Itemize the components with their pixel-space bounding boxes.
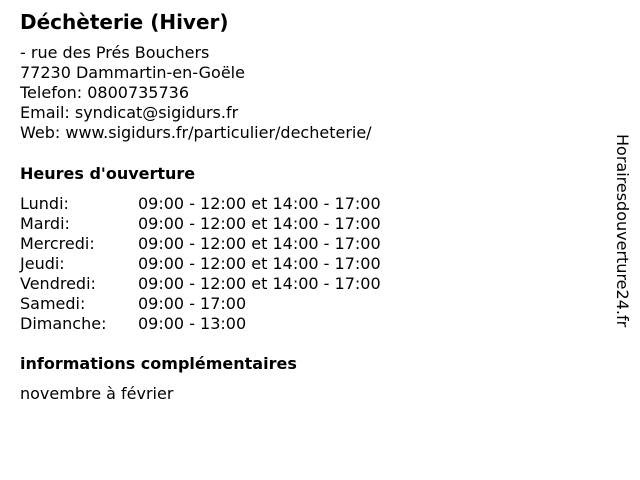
hours-row-friday — [20, 274, 440, 294]
day-label: Mercredi: — [20, 234, 95, 253]
hours-row-wednesday — [20, 234, 440, 254]
phone-number: Telefon: 0800735736 — [20, 83, 190, 102]
address-block — [20, 43, 372, 143]
hours-row-thursday — [20, 254, 440, 274]
time-range: 09:00 - 12:00 et 14:00 - 17:00 — [138, 214, 381, 233]
time-range: 09:00 - 17:00 — [138, 294, 247, 313]
time-range: 09:00 - 13:00 — [138, 314, 247, 333]
opening-hours-table — [20, 194, 440, 334]
day-label: Vendredi: — [20, 274, 96, 293]
watermark — [612, 134, 634, 370]
day-label: Dimanche: — [20, 314, 107, 333]
hours-row-tuesday — [20, 214, 440, 234]
watermark-text: Horairesdouverture24.fr — [613, 134, 632, 328]
email-address: Email: syndicat@sigidurs.fr — [20, 103, 239, 122]
additional-info-text: novembre à février — [20, 384, 174, 403]
page-title: Déchèterie (Hiver) — [20, 10, 229, 34]
time-range: 09:00 - 12:00 et 14:00 - 17:00 — [138, 274, 381, 293]
day-label: Samedi: — [20, 294, 86, 313]
time-range: 09:00 - 12:00 et 14:00 - 17:00 — [138, 254, 381, 273]
time-range: 09:00 - 12:00 et 14:00 - 17:00 — [138, 194, 381, 213]
day-label: Jeudi: — [20, 254, 65, 273]
hours-row-monday — [20, 194, 440, 214]
day-label: Lundi: — [20, 194, 69, 213]
city-address: 77230 Dammartin-en-Goële — [20, 63, 245, 82]
website-address: Web: www.sigidurs.fr/particulier/decheterie/ — [20, 123, 372, 142]
street-address: - rue des Prés Bouchers — [20, 43, 210, 62]
day-label: Mardi: — [20, 214, 70, 233]
hours-row-sunday — [20, 314, 440, 334]
hours-row-saturday — [20, 294, 440, 314]
additional-info-heading: informations complémentaires — [20, 354, 297, 373]
time-range: 09:00 - 12:00 et 14:00 - 17:00 — [138, 234, 381, 253]
opening-hours-heading: Heures d'ouverture — [20, 164, 196, 183]
